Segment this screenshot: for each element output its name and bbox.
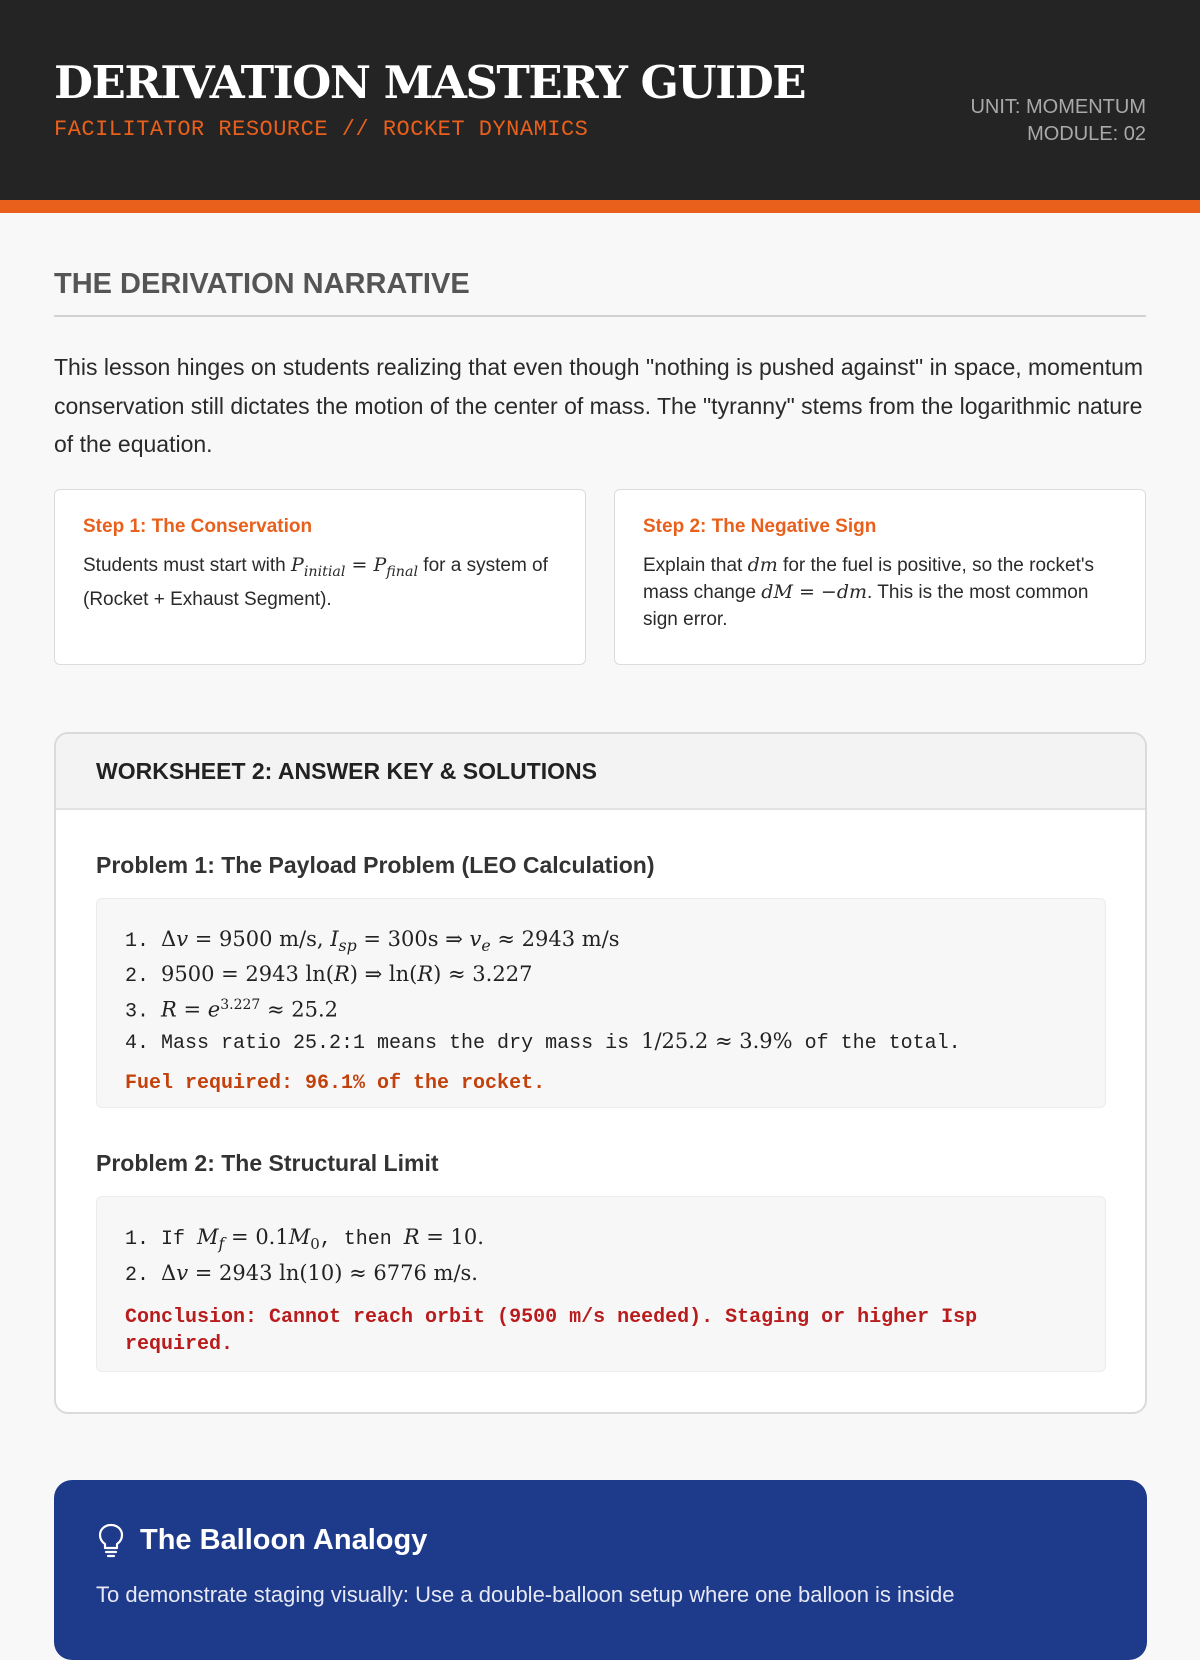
problem1-result: Fuel required: 96.1% of the rocket. (125, 1071, 546, 1095)
solution-line: 2. Δv = 2943 ln(10) ≈ 6776 m/s. (125, 1261, 478, 1287)
worksheet-title: WORKSHEET 2: ANSWER KEY & SOLUTIONS (56, 734, 1145, 810)
step2-title: Step 2: The Negative Sign (643, 516, 877, 537)
problem1-title: Problem 1: The Payload Problem (LEO Calculation) (96, 852, 655, 878)
unit-module-meta (970, 94, 1146, 148)
solution-line: 2. 9500 = 2943 ln(R) ⇒ ln(R) ≈ 3.227 (125, 962, 533, 989)
solution-line: 1. If $M_f = 0.1M_0$, then R = 10. (125, 1225, 484, 1254)
page-header (0, 0, 1200, 213)
step-card-conservation (54, 489, 586, 665)
solution-line: 3. $R = e^{3.227} \approx 25.2$ (125, 997, 339, 1024)
solution-line: 4. Mass ratio 25.2:1 means the dry mass is 1/25.2 ≈ 3.9% of the total. (125, 1028, 961, 1055)
narrative-intro: This lesson hinges on students realizing that even though "nothing is pushed against" in space, momentum conservation still dictates the motion of the center of mass. The "tyranny" stems from the logarithmic nature of the equation. (54, 354, 1144, 457)
problem2-solution (96, 1196, 1106, 1372)
worksheet-answer-key (54, 732, 1147, 1414)
lightbulb-icon (96, 1522, 126, 1558)
problem2-conclusion: Conclusion: Cannot reach orbit (9500 m/s needed). Staging or higher Isp required. (125, 1306, 978, 1356)
narrative-heading: THE DERIVATION NARRATIVE (54, 268, 1146, 317)
step2-body: Explain that dm for the fuel is positive, so the rocket's mass change dM = −dm. This is the most common sign error. (643, 554, 1094, 630)
step1-body: Students must start with $P_{initial} = P_{final}$ for a system of (Rocket + Exhaust Segment). (83, 554, 548, 610)
unit-label: UNIT: MOMENTUM (970, 96, 1146, 118)
page-title: DERIVATION MASTERY GUIDE (54, 56, 806, 109)
page-subtitle: FACILITATOR RESOURCE // ROCKET DYNAMICS (54, 117, 589, 142)
step1-title: Step 1: The Conservation (83, 516, 313, 537)
analogy-title: The Balloon Analogy (140, 1524, 428, 1556)
problem2-title: Problem 2: The Structural Limit (96, 1150, 439, 1176)
problem1-solution (96, 898, 1106, 1108)
solution-line: 1. Δv = 9500 m/s, $I_{sp} = 300s$ ⇒ $v_e \approx 2943$ m/s (125, 927, 620, 956)
balloon-analogy-callout (54, 1480, 1147, 1660)
step-card-negative-sign (614, 489, 1146, 665)
analogy-text: To demonstrate staging visually: Use a double-balloon setup where one balloon is inside (96, 1582, 955, 1607)
module-label: MODULE: 02 (1027, 123, 1146, 145)
